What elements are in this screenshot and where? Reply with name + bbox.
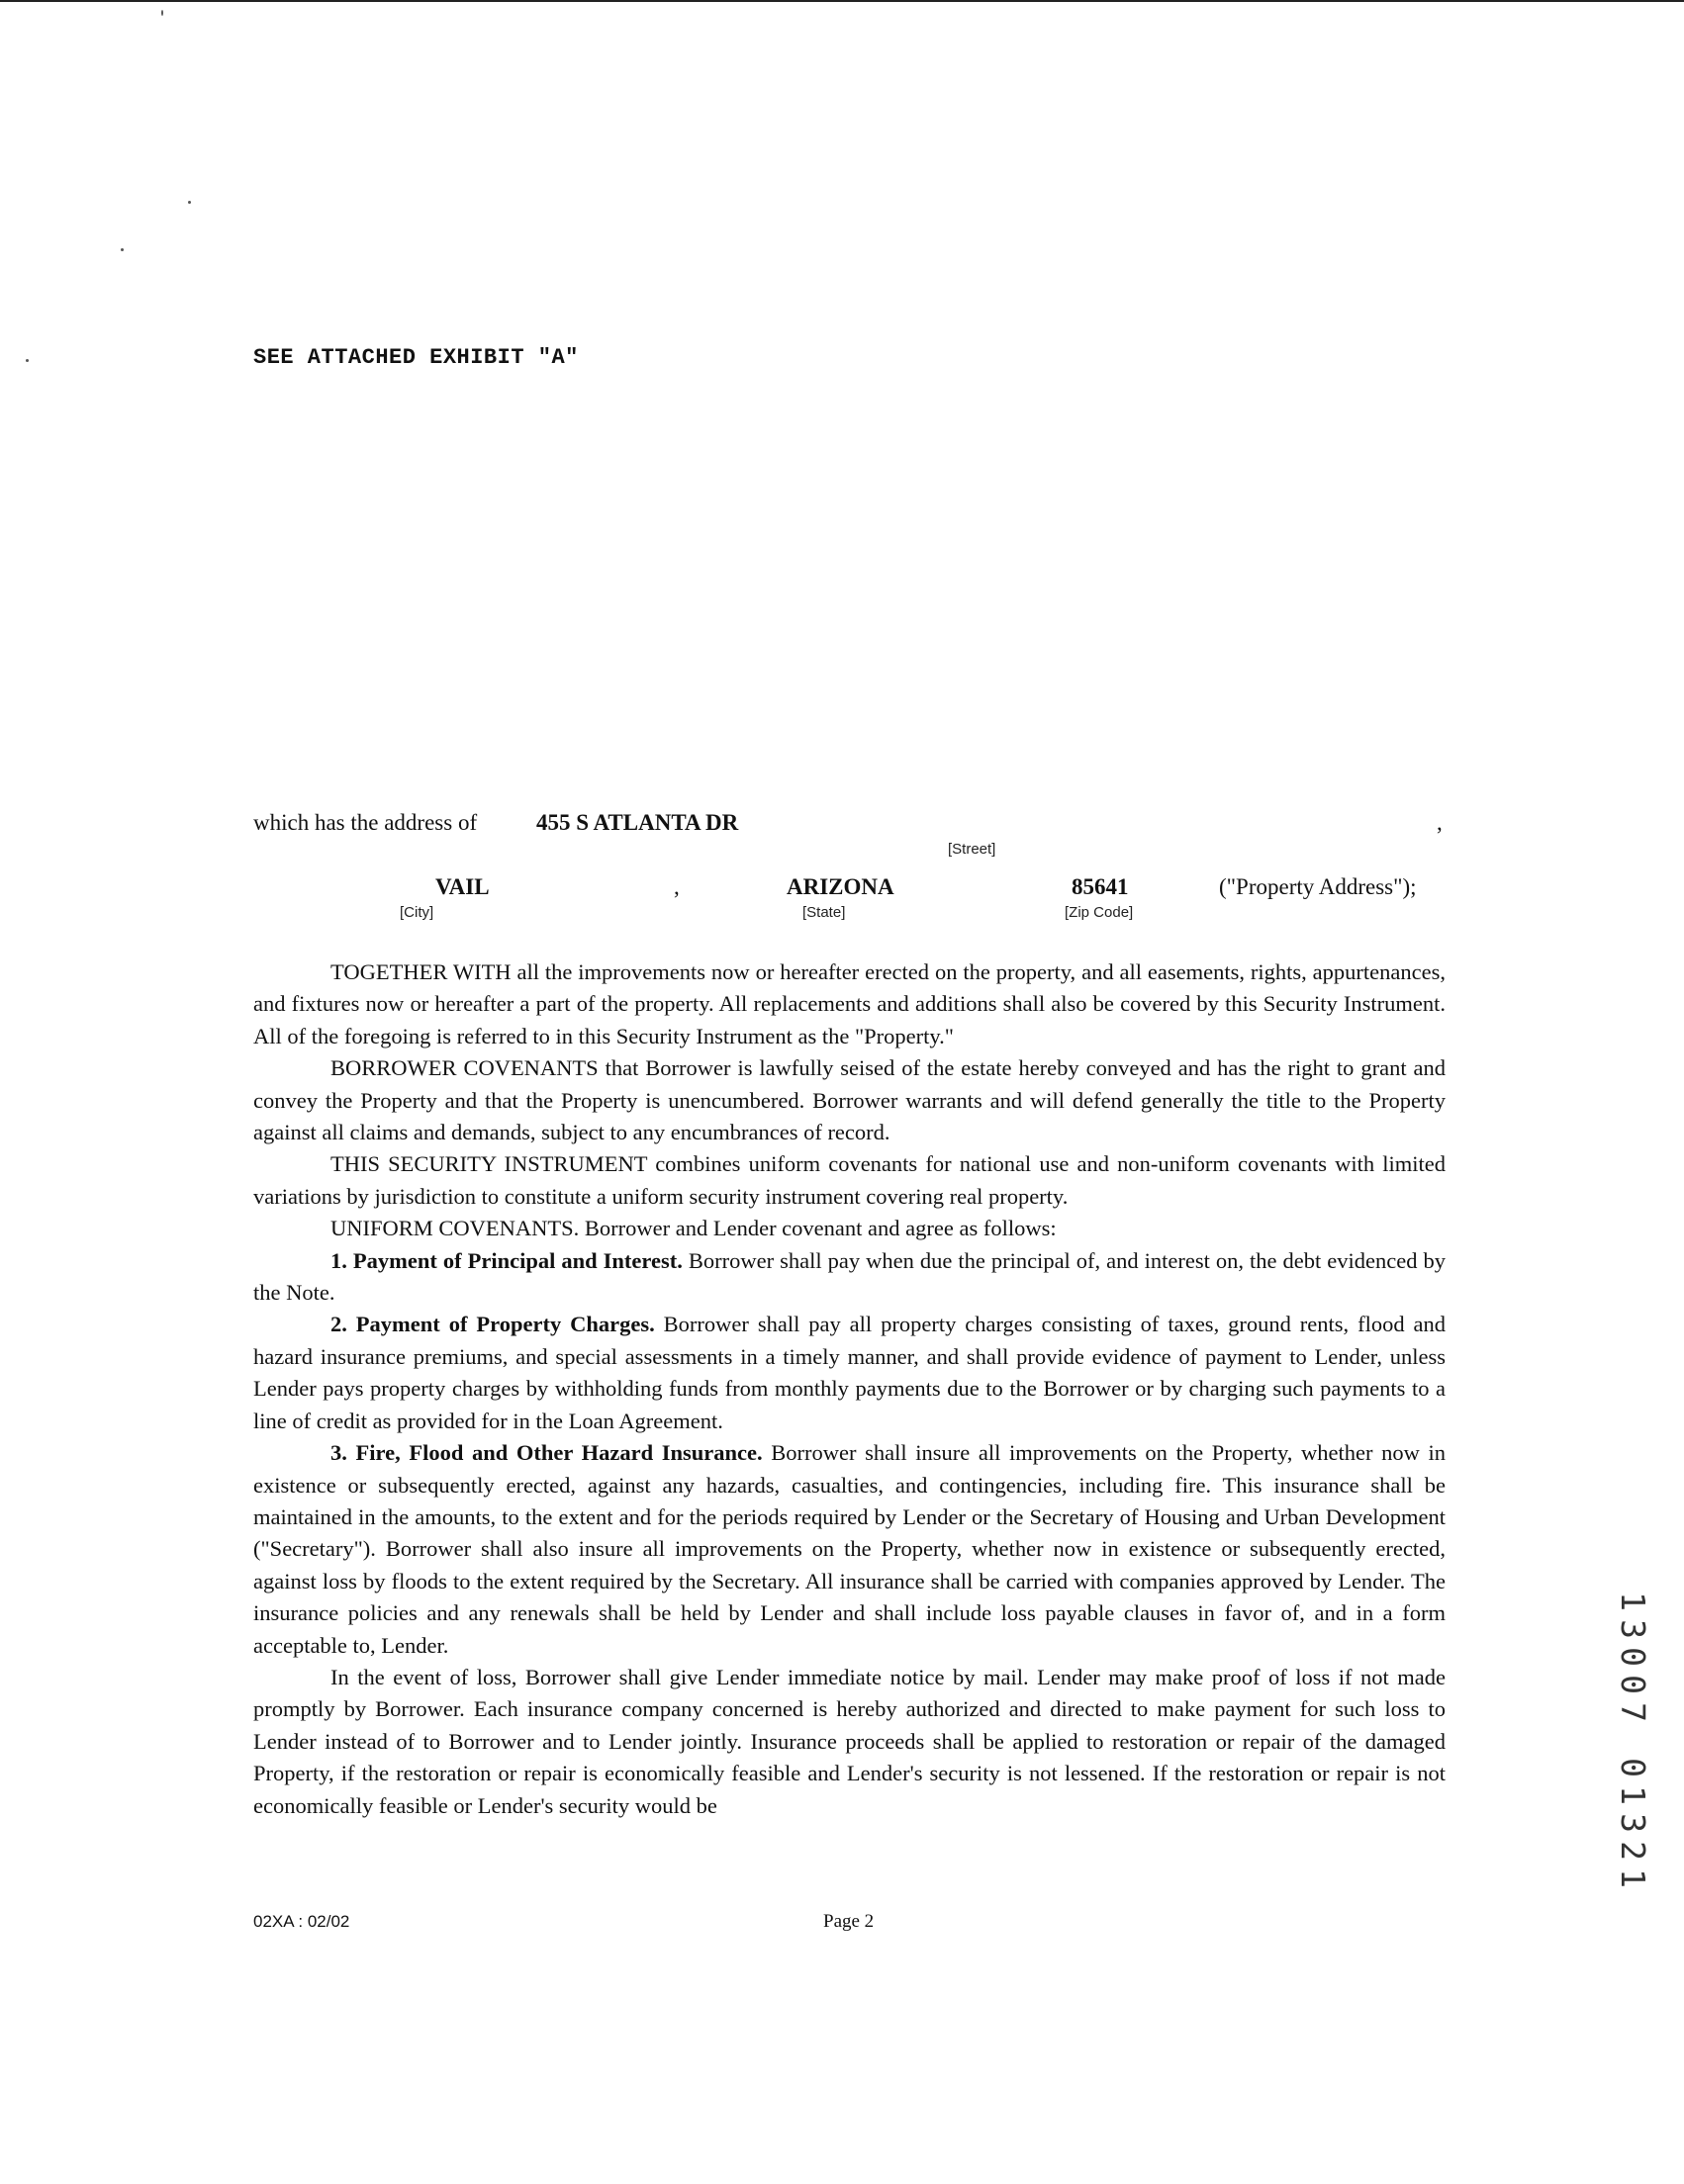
scan-speck (188, 201, 191, 204)
covenant-body (253, 956, 1446, 1822)
paragraph-security-instrument (253, 1148, 1446, 1213)
stamp-digit: 3 (1614, 1619, 1652, 1639)
scan-speck (161, 10, 163, 16)
stamp-digit: 3 (1614, 1813, 1652, 1833)
stamp-digit: 1 (1614, 1785, 1652, 1805)
exhibit-reference: SEE ATTACHED EXHIBIT "A" (253, 345, 579, 370)
stamp-digit: 0 (1614, 1675, 1652, 1694)
zip-label: [Zip Code] (1065, 904, 1134, 921)
paragraph-text: Borrower shall pay when due the principal of, and interest on, the debt evidenced by the Note. (253, 1247, 1446, 1306)
stamp-digit: 1 (1614, 1868, 1652, 1888)
property-address-term: ("Property Address"); (1219, 874, 1417, 899)
state-value: ARIZONA (787, 874, 894, 899)
stamp-digit: 0 (1614, 1647, 1652, 1667)
scan-speck (121, 248, 124, 251)
paragraph-text: TOGETHER WITH all the improvements now or hereafter erected on the property, and all easements, rights, appurtenances, and fixtures now or hereafter a part of the property. All replacements and additions shall also be covered by this Security Instrument. All of the foregoing is referred to in this Security Instrument as the "Property." (253, 959, 1446, 1048)
page-number: Page 2 (823, 1911, 875, 1932)
street-trailing-comma: , (1437, 810, 1443, 835)
stamp-digit: 7 (1614, 1702, 1652, 1722)
paragraph-together-with (253, 956, 1446, 1052)
stamp-digit: 1 (1614, 1592, 1652, 1611)
stamp-digit: 2 (1614, 1841, 1652, 1861)
paragraph-uniform-covenants (253, 1213, 1446, 1244)
street-label: [Street] (948, 841, 996, 858)
covenant-heading: 3. Fire, Flood and Other Hazard Insurance. (330, 1440, 763, 1466)
covenant-1 (253, 1245, 1446, 1310)
street-value: 455 S ATLANTA DR (536, 810, 739, 835)
stamp-digit: 0 (1614, 1758, 1652, 1777)
zip-value: 85641 (1072, 874, 1129, 899)
recording-stamp (1613, 1588, 1652, 1892)
paragraph-event-of-loss (253, 1662, 1446, 1822)
covenant-heading: 1. Payment of Principal and Interest. (330, 1247, 683, 1273)
address-intro: which has the address of (253, 810, 478, 835)
paragraph-text: Borrower shall pay all property charges consisting of taxes, ground rents, flood and hazard insurance premiums, and special assessments in a timely manner, and shall provide evidence of payment to Lender, unless Lender pays property charges by withholding funds from monthly payments due to the Borrower or by charging such payments to a line of credit as provided for in the Loan Agreement. (253, 1312, 1446, 1433)
form-code: 02XA : 02/02 (253, 1912, 350, 1931)
city-value: VAIL (435, 874, 490, 899)
covenant-2 (253, 1309, 1446, 1437)
paragraph-text: THIS SECURITY INSTRUMENT combines uniform covenants for national use and non-uniform covenants with limited variations by jurisdiction to constitute a uniform security instrument covering real property. (253, 1151, 1446, 1209)
paragraph-borrower-covenants (253, 1052, 1446, 1148)
covenant-heading: 2. Payment of Property Charges. (330, 1312, 655, 1337)
scan-speck (26, 359, 29, 362)
city-state-separator: , (674, 874, 680, 899)
state-label: [State] (802, 904, 846, 921)
paragraph-text: BORROWER COVENANTS that Borrower is lawfully seised of the estate hereby conveyed and has the right to grant and convey the Property and that the Property is unencumbered. Borrower warrants and will defend generally the title to the Property against all claims and demands, subject to any encumbrances of record. (253, 1055, 1446, 1145)
city-label: [City] (400, 904, 434, 921)
top-edge-line (0, 0, 1684, 2)
covenant-3 (253, 1437, 1446, 1662)
paragraph-text: Borrower shall insure all improvements on the Property, whether now in existence or subsequently erected, against any hazards, casualties, and contingencies, including fire. This insurance shall be maintained in the amounts, to the extent and for the periods required by Lender or the Secretary of Housing and Urban Development ("Secretary"). Borrower shall also insure all improvements on the Property, whether now in existence or subsequently erected, against loss by floods to the extent required by the Secretary. All insurance shall be carried with companies approved by Lender. The insurance policies and any renewals shall be held by Lender and shall include loss payable clauses in favor of, and in a form acceptable to, Lender. (253, 1440, 1446, 1658)
paragraph-text: UNIFORM COVENANTS. Borrower and Lender covenant and agree as follows: (330, 1216, 1057, 1241)
paragraph-text: In the event of loss, Borrower shall give Lender immediate notice by mail. Lender may make proof of loss if not made promptly by Borrower. Each insurance company concerned is hereby authorized and directed to make payment for such loss to Lender instead of to Borrower and to Lender jointly. Insurance proceeds shall be applied to restoration or repair of the damaged Property, if the restoration or repair is economically feasible and Lender's security is not lessened. If the restoration or repair is not economically feasible or Lender's security would be (253, 1664, 1446, 1818)
